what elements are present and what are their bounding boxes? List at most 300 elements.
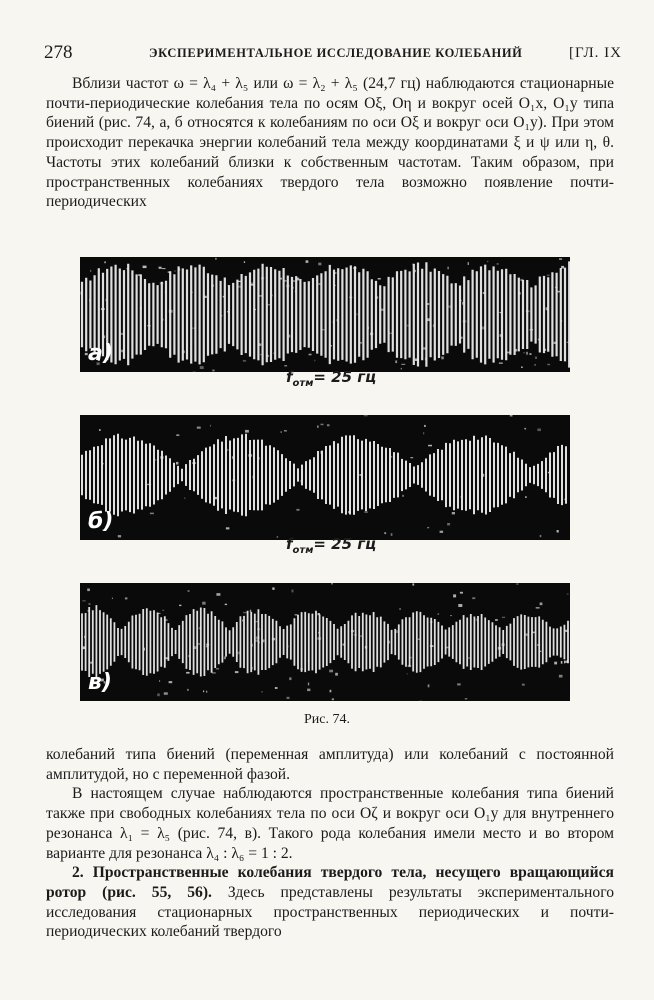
trace-speckle bbox=[88, 610, 90, 611]
trace-speckle bbox=[87, 589, 90, 592]
trace-speckle bbox=[272, 295, 273, 297]
trace-speckle bbox=[199, 627, 202, 629]
trace-speckle bbox=[543, 349, 546, 351]
trace-speckle bbox=[272, 638, 275, 640]
trace-speckle bbox=[83, 646, 87, 649]
trace-speckle bbox=[514, 349, 518, 352]
trace-speckle bbox=[559, 258, 562, 260]
trace-speckle bbox=[468, 262, 469, 265]
trace-speckle bbox=[388, 641, 390, 644]
trace-speckle bbox=[238, 652, 241, 655]
trace-speckle bbox=[289, 335, 291, 338]
trace-speckle bbox=[351, 630, 354, 632]
trace-speckle bbox=[202, 602, 205, 605]
trace-speckle bbox=[176, 435, 179, 436]
trace-speckle bbox=[284, 365, 287, 366]
trace-speckle bbox=[424, 425, 426, 427]
frequency-subscript-b: отм bbox=[292, 545, 314, 556]
trace-speckle bbox=[89, 299, 90, 301]
trace-speckle bbox=[370, 333, 373, 335]
trace-speckle bbox=[460, 337, 462, 339]
trace-speckle bbox=[555, 287, 558, 288]
trace-speckle bbox=[526, 310, 530, 312]
trace-speckle bbox=[330, 690, 332, 693]
trace-speckle bbox=[565, 630, 568, 632]
trace-speckle bbox=[284, 430, 287, 431]
page-header bbox=[44, 40, 622, 66]
section-text: Здесь представлены результаты экспериментального исследования стационарных пространственных периодических и почти-периодических колебаний твердого bbox=[46, 883, 615, 941]
trace-speckle bbox=[244, 261, 245, 263]
trace-speckle bbox=[138, 274, 140, 276]
trace-speckle bbox=[160, 283, 164, 285]
trace-speckle bbox=[306, 260, 309, 263]
trace-speckle bbox=[245, 430, 249, 433]
trace-speckle bbox=[176, 462, 178, 465]
trace-speckle bbox=[228, 285, 229, 286]
trace-speckle bbox=[216, 668, 219, 669]
trace-speckle bbox=[258, 642, 260, 644]
trace-speckle bbox=[200, 366, 204, 369]
trace-speckle bbox=[446, 647, 449, 649]
trace-speckle bbox=[391, 533, 393, 536]
trace-speckle bbox=[232, 480, 235, 482]
trace-speckle bbox=[483, 292, 486, 294]
trace-speckle bbox=[193, 646, 196, 649]
trace-speckle bbox=[238, 281, 241, 282]
trace-speckle bbox=[261, 277, 264, 279]
trace-speckle bbox=[407, 325, 409, 327]
trace-speckle bbox=[430, 645, 434, 647]
trace-speckle bbox=[331, 583, 332, 584]
trace-speckle bbox=[258, 457, 260, 460]
trace-speckle bbox=[242, 620, 243, 622]
trace-speckle bbox=[360, 635, 363, 637]
trace-speckle bbox=[84, 636, 85, 638]
trace-speckle bbox=[216, 593, 220, 596]
trace-speckle bbox=[460, 592, 463, 594]
trace-speckle bbox=[147, 484, 151, 485]
trace-speckle bbox=[266, 355, 269, 357]
trace-speckle bbox=[165, 292, 166, 294]
trace-path bbox=[82, 605, 568, 679]
trace-speckle bbox=[150, 513, 154, 515]
trace-speckle bbox=[449, 306, 452, 308]
trace-speckle bbox=[333, 322, 334, 323]
trace-speckle bbox=[118, 535, 121, 537]
trace-speckle bbox=[554, 342, 556, 344]
trace-speckle bbox=[521, 367, 523, 369]
trace-speckle bbox=[147, 325, 151, 326]
trace-path bbox=[82, 261, 569, 367]
trace-speckle bbox=[547, 364, 550, 365]
trace-speckle bbox=[182, 331, 183, 333]
trace-speckle bbox=[523, 352, 525, 353]
trace-speckle bbox=[428, 445, 432, 447]
trace-speckle bbox=[300, 480, 302, 482]
trace-speckle bbox=[507, 352, 510, 354]
trace-speckle bbox=[90, 662, 93, 664]
trace-speckle bbox=[547, 275, 550, 276]
trace-speckle bbox=[237, 286, 241, 288]
trace-speckle bbox=[212, 672, 216, 673]
paragraph-1: Вблизи частот ω = λ₄ + λ₅ или ω = λ₂ + λ₅ (24,7 гц) наблюдаются стационарные почти-периодические колебания тела по осям Oξ, Oη и вокруг осей O₁x, O₁y типа биений (рис. 74, а, б относятся к колебаниям по оси Oξ и вокруг оси O₁y). При этом происходит перекачка энергии колебаний тела между координатами ξ и ψ или η, θ. Частоты этих колебаний близки к собственным частотам. Таким образом, при пространственных колебаниях твердого тела возможно появление почти-периодических bbox=[46, 75, 614, 211]
trace-speckle bbox=[500, 334, 502, 337]
trace-speckle bbox=[293, 280, 295, 282]
frequency-symbol-a: f bbox=[286, 368, 293, 386]
oscillogram-c bbox=[80, 583, 570, 701]
trace-speckle bbox=[206, 646, 208, 647]
trace-speckle bbox=[287, 697, 290, 699]
trace-speckle bbox=[159, 613, 161, 614]
trace-speckle bbox=[90, 270, 91, 272]
trace-speckle bbox=[321, 424, 324, 426]
trace-speckle bbox=[192, 328, 196, 329]
trace-speckle bbox=[415, 270, 416, 273]
frequency-subscript-a: отм bbox=[292, 378, 314, 389]
trace-speckle bbox=[267, 304, 270, 305]
trace-speckle bbox=[327, 424, 330, 426]
trace-speckle bbox=[559, 675, 563, 678]
trace-speckle bbox=[459, 300, 462, 301]
trace-speckle bbox=[280, 278, 282, 280]
trace-speckle bbox=[440, 531, 444, 533]
trace-speckle bbox=[495, 619, 498, 621]
trace-speckle bbox=[317, 426, 319, 428]
trace-speckle bbox=[396, 630, 397, 633]
trace-speckle bbox=[179, 605, 181, 606]
trace-speckle bbox=[81, 292, 83, 295]
trace-speckle bbox=[251, 282, 254, 285]
trace-speckle bbox=[460, 496, 462, 498]
trace-speckle bbox=[380, 309, 384, 311]
trace-speckle bbox=[297, 278, 300, 281]
trace-speckle bbox=[215, 258, 217, 260]
trace-speckle bbox=[248, 454, 252, 457]
trace-speckle bbox=[309, 354, 312, 356]
trace-speckle bbox=[206, 691, 207, 693]
trace-speckle bbox=[483, 474, 485, 477]
trace-speckle bbox=[332, 698, 334, 700]
trace-speckle bbox=[224, 657, 226, 660]
trace-speckle bbox=[407, 673, 408, 674]
trace-speckle bbox=[391, 456, 392, 458]
trace-speckle bbox=[401, 364, 405, 365]
trace-speckle bbox=[410, 457, 413, 458]
trace-speckle bbox=[540, 651, 542, 652]
trace-speckle bbox=[187, 689, 189, 691]
trace-speckle bbox=[548, 472, 550, 473]
trace-speckle bbox=[289, 677, 291, 680]
trace-speckle bbox=[121, 350, 123, 353]
trace-speckle bbox=[250, 610, 251, 612]
frequency-symbol-b: f bbox=[286, 535, 293, 553]
section-heading: 2. Пространственные колебания твердого тела, несущего вращающийся ротор (рис. 55, 56). bbox=[46, 864, 614, 901]
trace-speckle bbox=[226, 449, 228, 451]
trace-speckle bbox=[292, 590, 294, 593]
trace-speckle bbox=[524, 428, 526, 430]
trace-speckle bbox=[457, 683, 461, 685]
trace-speckle bbox=[560, 320, 562, 322]
trace-speckle bbox=[333, 272, 336, 274]
trace-speckle bbox=[277, 536, 278, 538]
trace-speckle bbox=[353, 267, 356, 269]
trace-speckle bbox=[409, 657, 412, 659]
trace-speckle bbox=[275, 295, 276, 297]
trace-speckle bbox=[318, 613, 321, 615]
trace-speckle bbox=[499, 362, 503, 364]
trace-speckle bbox=[197, 427, 201, 429]
trace-speckle bbox=[354, 634, 357, 635]
trace-speckle bbox=[227, 311, 229, 312]
trace-speckle bbox=[427, 318, 430, 321]
trace-speckle bbox=[260, 354, 263, 355]
trace-speckle bbox=[497, 263, 499, 264]
trace-speckle bbox=[510, 415, 513, 417]
trace-speckle bbox=[516, 583, 518, 585]
trace-speckle bbox=[364, 512, 368, 513]
trace-speckle bbox=[99, 429, 101, 431]
trace-speckle bbox=[365, 646, 367, 649]
trace-speckle bbox=[473, 496, 474, 499]
trace-speckle bbox=[275, 687, 278, 689]
running-title: ЭКСПЕРИМЕНТАЛЬНОЕ ИССЛЕДОВАНИЕ КОЛЕБАНИЙ bbox=[149, 46, 523, 60]
trace-speckle bbox=[343, 644, 346, 646]
trace-speckle bbox=[447, 523, 450, 525]
trace-speckle bbox=[159, 267, 162, 269]
trace-speckle bbox=[465, 698, 468, 699]
trace-speckle bbox=[272, 587, 274, 590]
trace-speckle bbox=[203, 296, 207, 298]
trace-speckle bbox=[540, 535, 542, 537]
trace-speckle bbox=[307, 689, 310, 692]
trace-speckle bbox=[399, 608, 401, 610]
trace-speckle bbox=[536, 607, 540, 608]
trace-speckle bbox=[232, 456, 233, 459]
trace-speckle bbox=[273, 353, 276, 354]
trace-speckle bbox=[534, 364, 536, 365]
trace-speckle bbox=[322, 329, 325, 330]
trace-speckle bbox=[212, 370, 214, 372]
trace-speckle bbox=[220, 315, 223, 316]
trace-speckle bbox=[558, 291, 561, 293]
trace-speckle bbox=[235, 671, 239, 673]
trace-speckle bbox=[206, 644, 209, 646]
trace-speckle bbox=[255, 621, 259, 622]
trace-speckle bbox=[467, 658, 470, 659]
trace-speckle bbox=[169, 310, 173, 313]
trace-speckle bbox=[318, 632, 320, 634]
trace-speckle bbox=[210, 425, 211, 427]
trace-speckle bbox=[540, 603, 543, 606]
trace-speckle bbox=[500, 312, 502, 313]
trace-speckle bbox=[296, 509, 299, 511]
trace-speckle bbox=[426, 303, 429, 305]
figure-caption: Рис. 74. bbox=[304, 712, 350, 727]
trace-speckle bbox=[529, 353, 531, 355]
trace-speckle bbox=[244, 627, 245, 630]
trace-speckle bbox=[164, 619, 168, 620]
trace-speckle bbox=[283, 280, 286, 281]
trace-speckle bbox=[104, 261, 106, 263]
trace-speckle bbox=[378, 278, 381, 280]
trace-speckle bbox=[526, 634, 528, 636]
trace-speckle bbox=[162, 268, 166, 269]
trace-speckle bbox=[526, 352, 527, 355]
trace-speckle bbox=[561, 266, 564, 269]
trace-speckle bbox=[472, 597, 475, 599]
trace-speckle bbox=[418, 639, 421, 640]
trace-speckle bbox=[532, 632, 535, 634]
trace-speckle bbox=[214, 497, 217, 499]
trace-speckle bbox=[412, 583, 414, 585]
trace-speckle bbox=[261, 691, 262, 692]
frequency-value-a: = 25 гц bbox=[313, 368, 377, 386]
trace-speckle bbox=[192, 462, 196, 464]
trace-speckle bbox=[329, 670, 333, 673]
trace-speckle bbox=[498, 647, 501, 650]
oscillogram-b bbox=[80, 415, 570, 540]
trace-speckle bbox=[316, 280, 318, 281]
trace-speckle bbox=[335, 285, 336, 286]
trace-speckle bbox=[162, 610, 164, 611]
trace-speckle bbox=[318, 263, 321, 266]
trace-speckle bbox=[106, 299, 108, 302]
trace-speckle bbox=[140, 308, 142, 310]
trace-speckle bbox=[159, 680, 160, 681]
trace-speckle bbox=[348, 511, 350, 513]
trace-speckle bbox=[197, 643, 201, 644]
trace-speckle bbox=[412, 263, 414, 265]
trace-speckle bbox=[314, 360, 315, 362]
trace-speckle bbox=[384, 532, 386, 534]
trace-speckle bbox=[557, 530, 559, 533]
trace-speckle bbox=[561, 661, 563, 664]
panel-label-c: в) bbox=[88, 670, 112, 695]
trace-speckle bbox=[329, 345, 332, 347]
frequency-label-b bbox=[286, 535, 376, 556]
trace-speckle bbox=[359, 342, 362, 344]
trace-speckle bbox=[537, 429, 541, 432]
trace-speckle bbox=[320, 451, 322, 454]
trace-speckle bbox=[243, 360, 246, 362]
trace-speckle bbox=[266, 357, 267, 358]
trace-speckle bbox=[258, 343, 261, 346]
trace-speckle bbox=[252, 476, 253, 479]
trace-speckle bbox=[161, 456, 164, 459]
trace-speckle bbox=[191, 292, 193, 293]
chapter-label: [ГЛ. IX bbox=[568, 45, 622, 61]
trace-speckle bbox=[390, 333, 394, 334]
trace-speckle bbox=[161, 319, 164, 321]
trace-speckle bbox=[453, 594, 456, 597]
trace-speckle bbox=[144, 648, 145, 651]
trace-speckle bbox=[157, 693, 160, 696]
trace-speckle bbox=[535, 357, 536, 359]
trace-speckle bbox=[143, 266, 147, 269]
trace-speckle bbox=[567, 594, 569, 595]
trace-speckle bbox=[241, 510, 242, 511]
trace-speckle bbox=[257, 628, 260, 630]
trace-speckle bbox=[502, 643, 505, 646]
oscillogram-b-trace bbox=[80, 415, 570, 540]
trace-speckle bbox=[125, 597, 128, 599]
trace-speckle bbox=[441, 356, 444, 359]
oscillogram-c-trace bbox=[80, 583, 570, 701]
trace-speckle bbox=[308, 660, 310, 662]
trace-speckle bbox=[458, 604, 462, 607]
trace-speckle bbox=[252, 644, 253, 647]
trace-speckle bbox=[395, 360, 397, 363]
trace-speckle bbox=[225, 604, 227, 605]
trace-speckle bbox=[262, 640, 265, 643]
trace-speckle bbox=[154, 459, 157, 461]
trace-speckle bbox=[252, 667, 253, 670]
trace-speckle bbox=[564, 661, 568, 664]
trace-speckle bbox=[567, 342, 570, 343]
trace-speckle bbox=[186, 672, 190, 674]
panel-label-b: б) bbox=[88, 509, 114, 534]
trace-speckle bbox=[317, 637, 321, 640]
section-paragraph bbox=[46, 863, 614, 942]
trace-speckle bbox=[300, 668, 303, 670]
trace-speckle bbox=[126, 268, 128, 269]
trace-speckle bbox=[415, 358, 419, 361]
trace-speckle bbox=[112, 598, 113, 599]
trace-speckle bbox=[188, 655, 190, 657]
trace-speckle bbox=[428, 684, 430, 687]
trace-speckle bbox=[438, 613, 440, 614]
trace-speckle bbox=[359, 474, 362, 476]
trace-speckle bbox=[281, 431, 282, 433]
trace-speckle bbox=[292, 287, 294, 289]
paragraph-3: В настоящем случае наблюдаются пространственные колебания типа биений также при свободных колебаниях тела по оси Oζ и вокруг оси O₁y для внутреннего резонанса λ₁ = λ₅ (рис. 74, в). Такого рода колебания имели место и во втором варианте для резонанса λ₄ : λ₆ = 1 : 2. bbox=[46, 785, 614, 862]
trace-speckle bbox=[462, 302, 463, 305]
panel-label-a: а) bbox=[88, 341, 113, 366]
trace-speckle bbox=[258, 295, 261, 296]
trace-speckle bbox=[522, 684, 525, 686]
trace-speckle bbox=[402, 495, 404, 497]
trace-speckle bbox=[423, 347, 426, 349]
trace-speckle bbox=[308, 683, 309, 686]
text-block-top bbox=[46, 74, 614, 212]
trace-speckle bbox=[287, 646, 289, 648]
trace-speckle bbox=[168, 271, 171, 273]
trace-speckle bbox=[546, 307, 548, 310]
trace-speckle bbox=[101, 308, 105, 310]
trace-speckle bbox=[349, 297, 352, 298]
trace-speckle bbox=[487, 261, 488, 262]
oscillogram-a bbox=[80, 257, 570, 372]
trace-speckle bbox=[510, 327, 511, 330]
trace-speckle bbox=[184, 498, 185, 499]
trace-path bbox=[82, 434, 566, 517]
trace-speckle bbox=[82, 600, 85, 601]
trace-speckle bbox=[178, 268, 180, 270]
trace-speckle bbox=[188, 590, 190, 591]
trace-speckle bbox=[165, 657, 168, 659]
trace-speckle bbox=[256, 636, 260, 639]
trace-speckle bbox=[101, 463, 104, 464]
trace-speckle bbox=[335, 673, 338, 676]
trace-speckle bbox=[448, 267, 449, 270]
trace-speckle bbox=[427, 527, 429, 528]
trace-speckle bbox=[476, 618, 477, 621]
trace-speckle bbox=[554, 662, 557, 665]
trace-speckle bbox=[319, 283, 321, 284]
trace-speckle bbox=[120, 333, 124, 335]
trace-speckle bbox=[286, 285, 290, 287]
trace-speckle bbox=[368, 327, 369, 330]
